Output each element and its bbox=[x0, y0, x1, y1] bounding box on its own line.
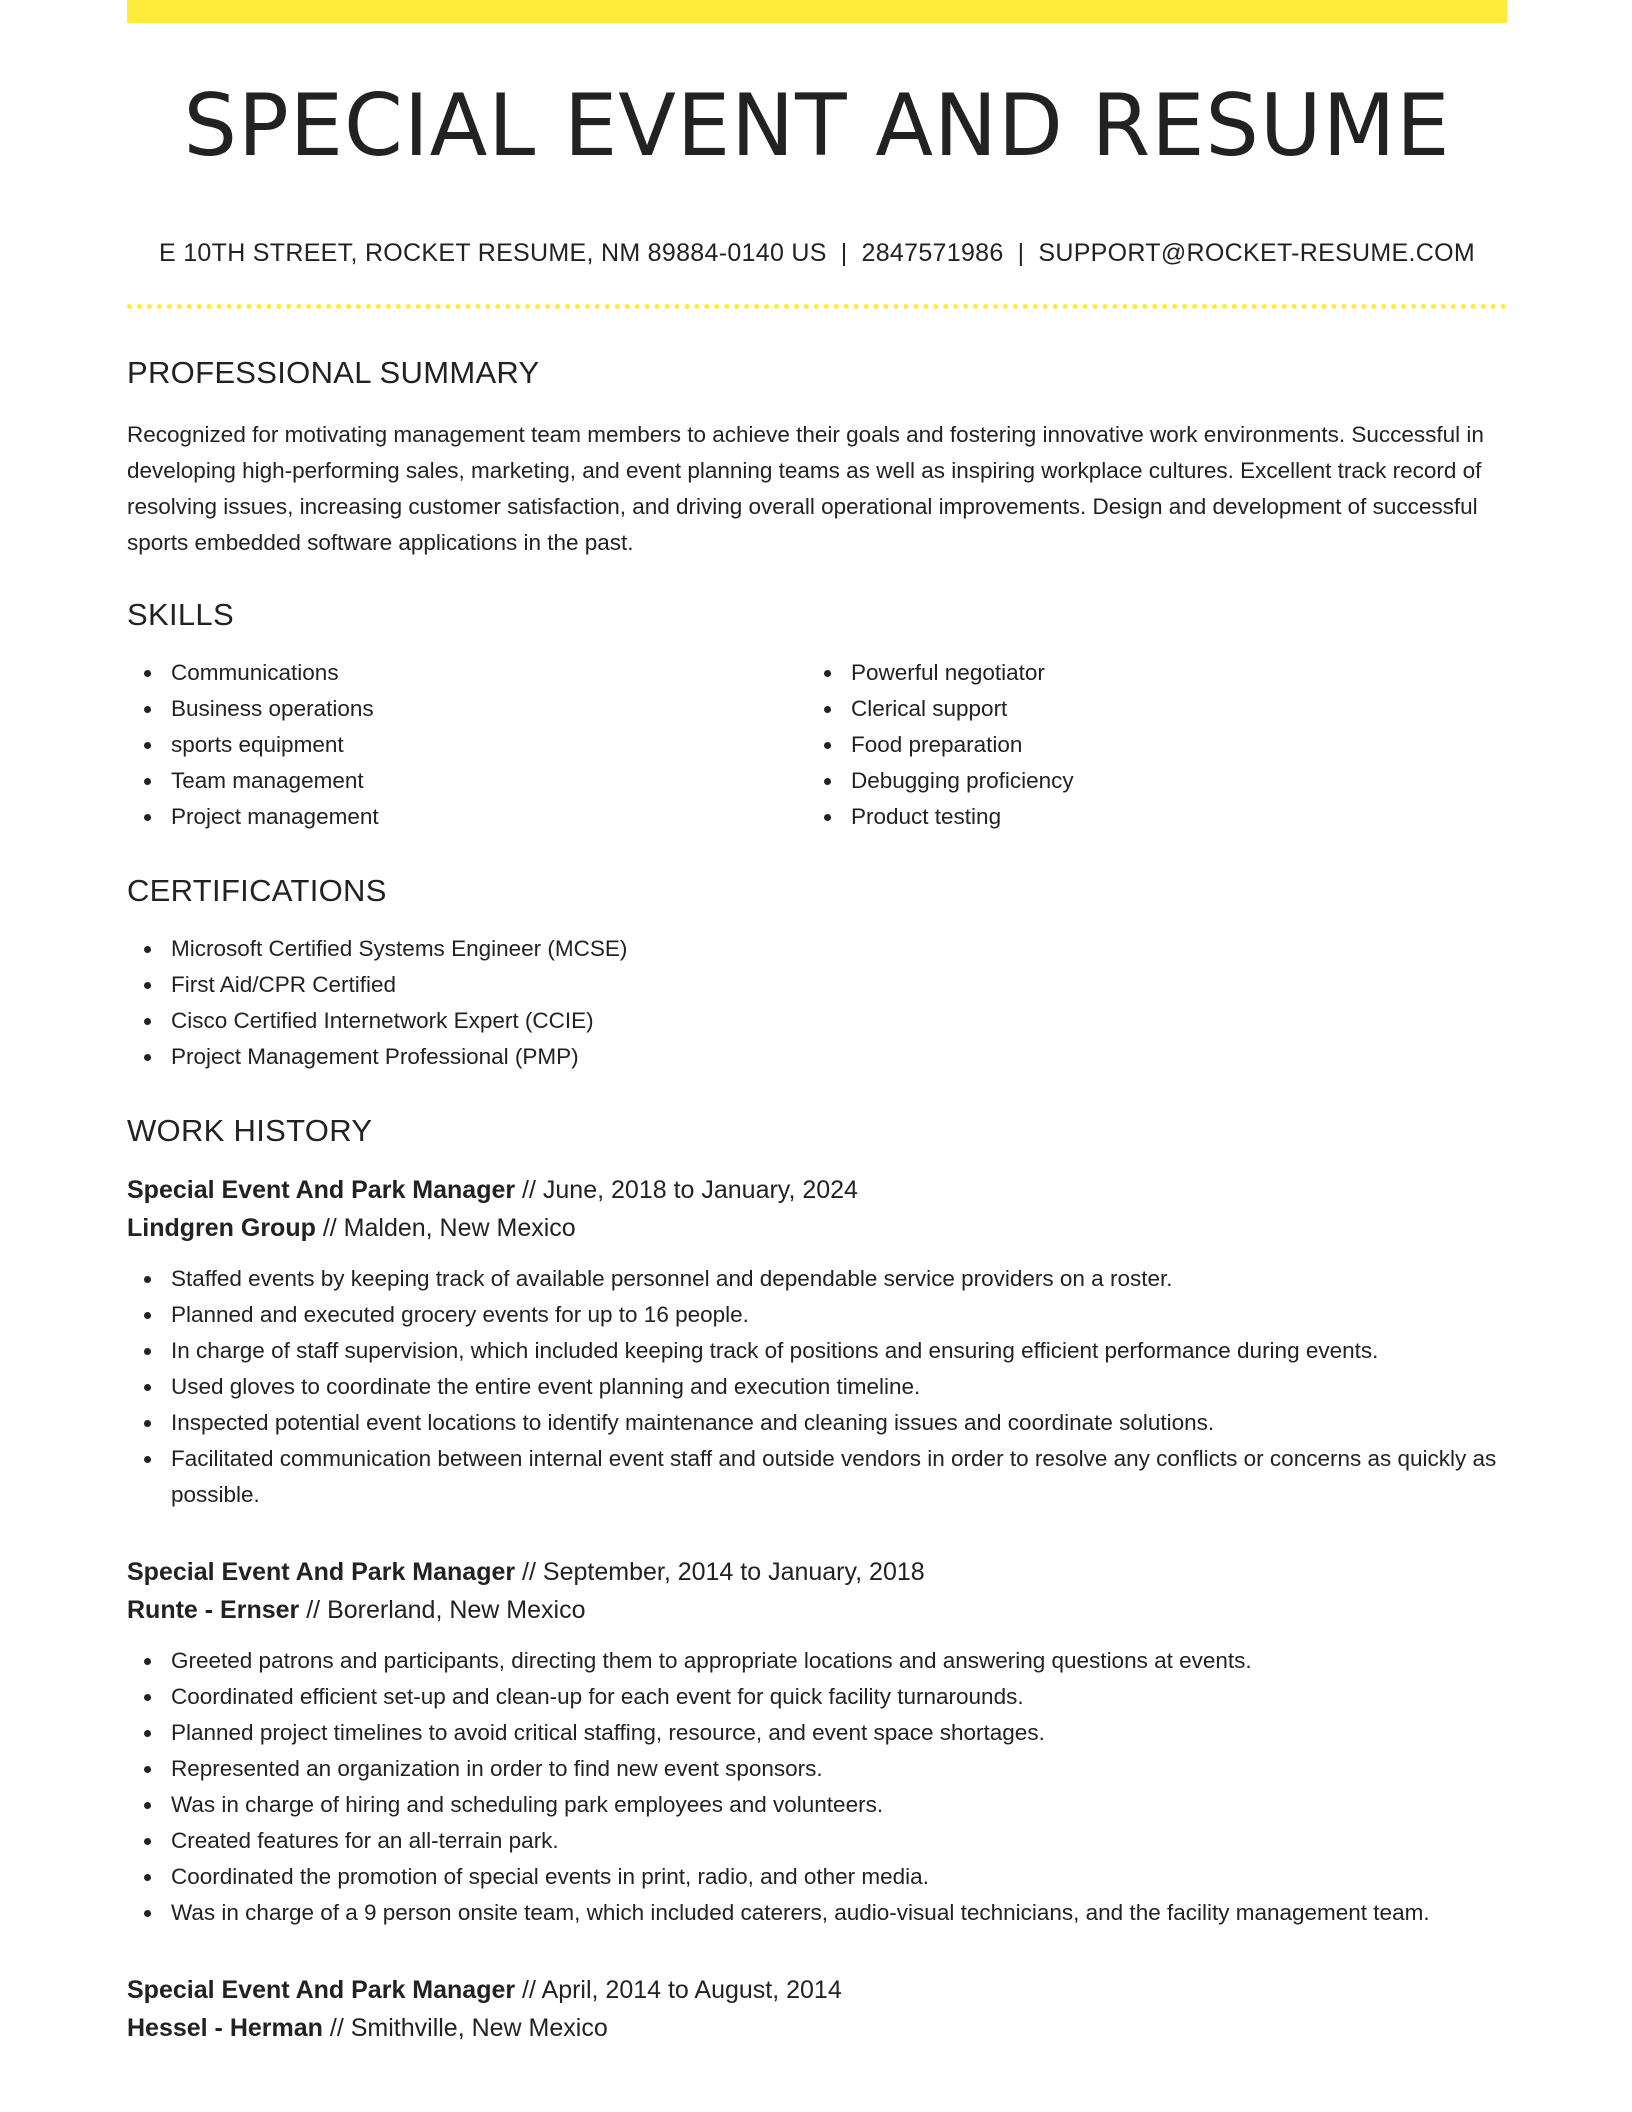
skill-item: sports equipment bbox=[171, 727, 807, 763]
job-bullet: Greeted patrons and participants, directing them to appropriate locations and answering questions at events. bbox=[171, 1643, 1507, 1679]
job-company-line bbox=[127, 1209, 1507, 1247]
skills-grid bbox=[127, 655, 1507, 835]
skill-item: Team management bbox=[171, 763, 807, 799]
job-location: Borerland, New Mexico bbox=[327, 1596, 586, 1624]
job-separator: // bbox=[322, 2014, 351, 2042]
job-dates: June, 2018 to January, 2024 bbox=[542, 1176, 858, 1204]
work-history-heading: WORK HISTORY bbox=[127, 1113, 373, 1148]
job-dates: September, 2014 to January, 2018 bbox=[542, 1558, 925, 1586]
job-company: Runte - Ernser bbox=[127, 1596, 300, 1624]
skills-section bbox=[127, 597, 1507, 835]
certification-item: Microsoft Certified Systems Engineer (MCSE) bbox=[171, 931, 1507, 967]
job-separator: // bbox=[515, 1976, 542, 2004]
job-bullet: Was in charge of hiring and scheduling park employees and volunteers. bbox=[171, 1787, 1507, 1823]
job-bullet: Was in charge of a 9 person onsite team, which included caterers, audio-visual technicians, and the facility management team. bbox=[171, 1895, 1507, 1931]
contact-line bbox=[127, 239, 1507, 268]
accent-bar bbox=[127, 0, 1507, 23]
skill-item: Business operations bbox=[171, 691, 807, 727]
job-location: Smithville, New Mexico bbox=[350, 2014, 608, 2042]
job-entry bbox=[127, 1971, 1507, 2047]
job-separator: // bbox=[515, 1176, 543, 1204]
job-title: Special Event And Park Manager bbox=[127, 1176, 516, 1204]
certifications-heading: CERTIFICATIONS bbox=[127, 873, 387, 908]
job-entry bbox=[127, 1171, 1507, 1513]
job-location: Malden, New Mexico bbox=[343, 1214, 576, 1242]
summary-text: Recognized for motivating management team members to achieve their goals and fostering innovative work environments. Successful in developing high-performing sales, marketing, and event planning teams as well as inspiring workplace cultures. Excellent track record of resolving issues, increasing customer satisfaction, and driving overall operational improvements. Design and development of successful sports embedded software applications in the past. bbox=[127, 422, 1484, 555]
certification-item: Project Management Professional (PMP) bbox=[171, 1039, 1507, 1075]
separator: | bbox=[840, 239, 848, 267]
job-bullet: Represented an organization in order to find new event sponsors. bbox=[171, 1751, 1507, 1787]
phone: 2847571986 bbox=[861, 239, 1004, 267]
skill-item: Debugging proficiency bbox=[851, 763, 1487, 799]
job-bullet: Used gloves to coordinate the entire event planning and execution timeline. bbox=[171, 1369, 1507, 1405]
job-bullet: Created features for an all-terrain park. bbox=[171, 1823, 1507, 1859]
job-company: Lindgren Group bbox=[127, 1214, 316, 1242]
job-separator: // bbox=[315, 1214, 344, 1242]
job-title: Special Event And Park Manager bbox=[127, 1976, 516, 2004]
job-title-line bbox=[127, 1171, 1507, 1209]
job-company-line bbox=[127, 1591, 1507, 1629]
work-history-section bbox=[127, 1113, 1507, 2047]
job-bullet: In charge of staff supervision, which included keeping track of positions and ensuring efficient performance during events. bbox=[171, 1333, 1507, 1369]
job-bullet: Coordinated efficient set-up and clean-up for each event for quick facility turnarounds. bbox=[171, 1679, 1507, 1715]
skill-item: Clerical support bbox=[851, 691, 1487, 727]
separator: | bbox=[1017, 239, 1025, 267]
job-company: Hessel - Herman bbox=[127, 2014, 323, 2042]
job-entry bbox=[127, 1553, 1507, 1931]
job-bullet: Planned project timelines to avoid critical staffing, resource, and event space shortages. bbox=[171, 1715, 1507, 1751]
job-bullet: Planned and executed grocery events for up to 16 people. bbox=[171, 1297, 1507, 1333]
certification-item: First Aid/CPR Certified bbox=[171, 967, 1507, 1003]
resume-name: SPECIAL EVENT AND RESUME bbox=[183, 76, 1451, 176]
skills-column-left bbox=[127, 655, 807, 835]
skill-item: Food preparation bbox=[851, 727, 1487, 763]
job-bullet: Inspected potential event locations to identify maintenance and cleaning issues and coordinate solutions. bbox=[171, 1405, 1507, 1441]
job-title-line bbox=[127, 1553, 1507, 1591]
job-bullet: Coordinated the promotion of special events in print, radio, and other media. bbox=[171, 1859, 1507, 1895]
skills-column-right bbox=[807, 655, 1487, 835]
job-separator: // bbox=[299, 1596, 328, 1624]
skill-item: Product testing bbox=[851, 799, 1487, 835]
skill-item: Communications bbox=[171, 655, 807, 691]
skill-item: Powerful negotiator bbox=[851, 655, 1487, 691]
skills-heading: SKILLS bbox=[127, 597, 234, 632]
email: SUPPORT@ROCKET-RESUME.COM bbox=[1038, 239, 1475, 267]
job-dates: April, 2014 to August, 2014 bbox=[541, 1976, 842, 2004]
summary-section bbox=[127, 355, 1507, 561]
summary-heading: PROFESSIONAL SUMMARY bbox=[127, 355, 540, 390]
job-title-line bbox=[127, 1971, 1507, 2009]
skill-item: Project management bbox=[171, 799, 807, 835]
job-title: Special Event And Park Manager bbox=[127, 1558, 516, 1586]
certifications-section bbox=[127, 873, 1507, 1075]
job-separator: // bbox=[515, 1558, 543, 1586]
address: E 10TH STREET, ROCKET RESUME, NM 89884-0140 US bbox=[159, 239, 827, 267]
resume-page bbox=[127, 0, 1507, 2047]
job-bullet: Staffed events by keeping track of available personnel and dependable service providers on a roster. bbox=[171, 1261, 1507, 1297]
job-bullet: Facilitated communication between internal event staff and outside vendors in order to resolve any conflicts or concerns as quickly as possible. bbox=[171, 1441, 1507, 1513]
certification-item: Cisco Certified Internetwork Expert (CCIE) bbox=[171, 1003, 1507, 1039]
dotted-divider bbox=[127, 304, 1507, 309]
job-company-line bbox=[127, 2009, 1507, 2047]
